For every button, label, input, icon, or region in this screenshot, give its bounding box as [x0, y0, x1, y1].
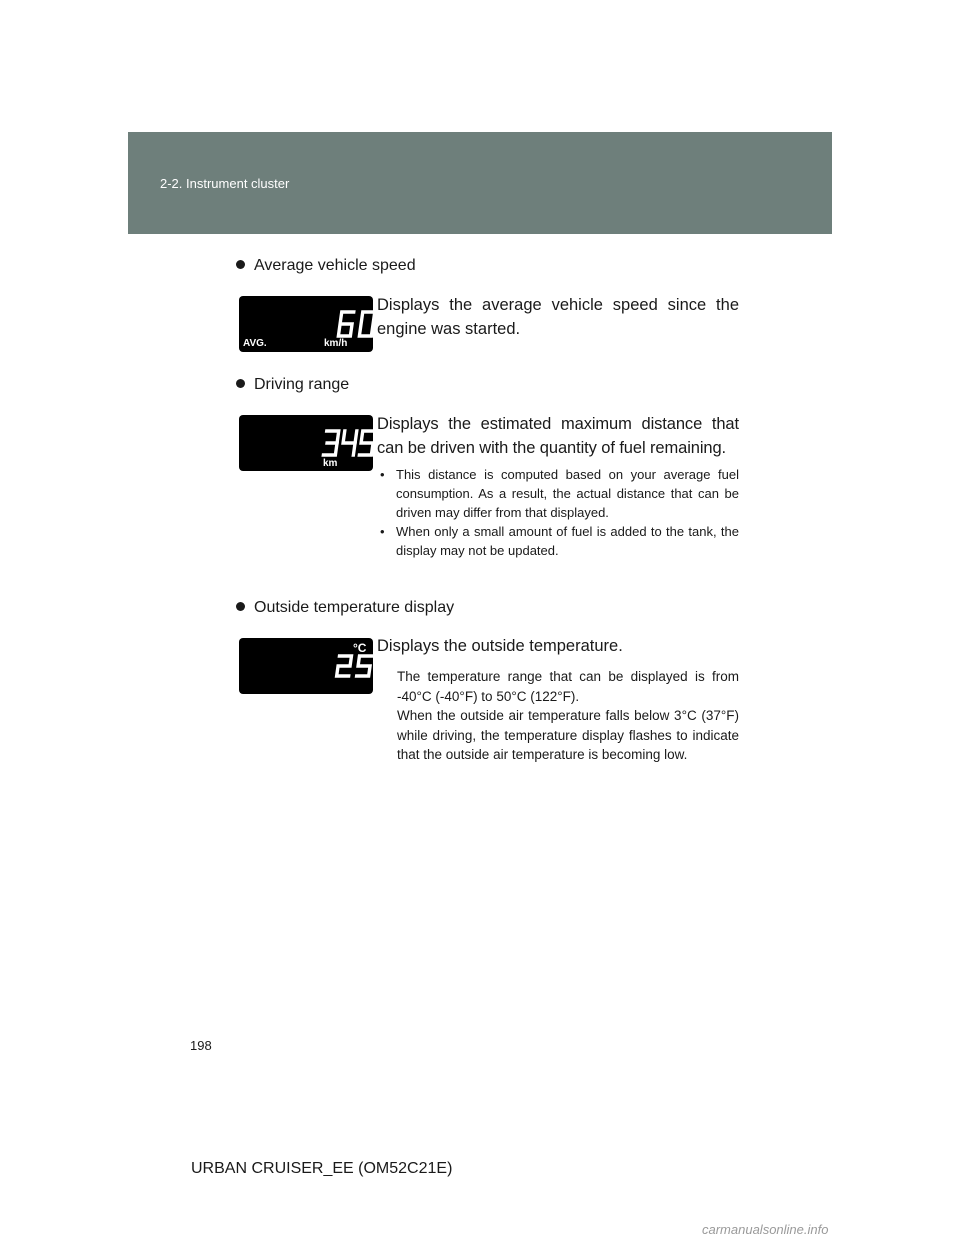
footer-model: URBAN CRUISER_EE (OM52C21E)	[191, 1160, 453, 1177]
digit-5	[359, 431, 373, 455]
display-average-speed	[239, 296, 373, 352]
lcd-label-unit: °C	[353, 641, 367, 655]
description-outside-temperature: Displays the outside temperature.	[377, 637, 623, 655]
bullet-heading-outside-temperature	[236, 599, 454, 617]
low-temperature-paragraph: When the outside air temperature falls below 3°C (37°F) while driving, the temperature display flashes to indicate that the outside air temperature is becoming low.	[397, 708, 739, 762]
page-number: 198	[190, 1038, 212, 1053]
heading-text: Driving range	[254, 376, 350, 393]
digit-5	[357, 656, 372, 676]
note-item: • When only a small amount of fuel is added to the tank, the display may not be updated.	[380, 522, 739, 560]
bullet-icon	[236, 260, 245, 269]
display-driving-range	[239, 415, 373, 471]
digit-0	[359, 312, 373, 336]
display-outside-temperature	[239, 638, 373, 694]
bullet-icon	[236, 379, 245, 388]
watermark: carmanualsonline.info	[702, 1222, 829, 1237]
heading-text: Outside temperature display	[254, 599, 455, 616]
bullet-heading-average-speed	[236, 257, 416, 275]
header-band	[128, 132, 832, 234]
heading-text: Average vehicle speed	[254, 257, 416, 274]
digit-6	[338, 312, 353, 336]
lcd-digits-345	[239, 415, 373, 471]
lcd-label-unit: km/h	[324, 338, 348, 349]
description-driving-range: Displays the estimated maximum distance that can be driven with the quantity of fuel remaining.	[377, 415, 739, 457]
temperature-range-paragraph: The temperature range that can be displayed is from -40°C (-40°F) to 50°C (122°F).	[397, 669, 739, 704]
notes-driving-range	[380, 465, 739, 560]
bullet-heading-driving-range	[236, 376, 349, 394]
description-average-speed: Displays the average vehicle speed since the engine was started.	[377, 296, 739, 338]
digit-2	[337, 656, 352, 676]
digit-4-stem	[353, 431, 356, 455]
lcd-label-unit: km	[323, 458, 338, 469]
section-title: 2-2. Instrument cluster	[160, 176, 290, 191]
lcd-label-avg: AVG.	[243, 338, 267, 349]
note-item: • This distance is computed based on your average fuel consumption. As a result, the actual distance that can be driven may differ from that displayed.	[380, 465, 739, 522]
bullet-icon	[236, 602, 245, 611]
